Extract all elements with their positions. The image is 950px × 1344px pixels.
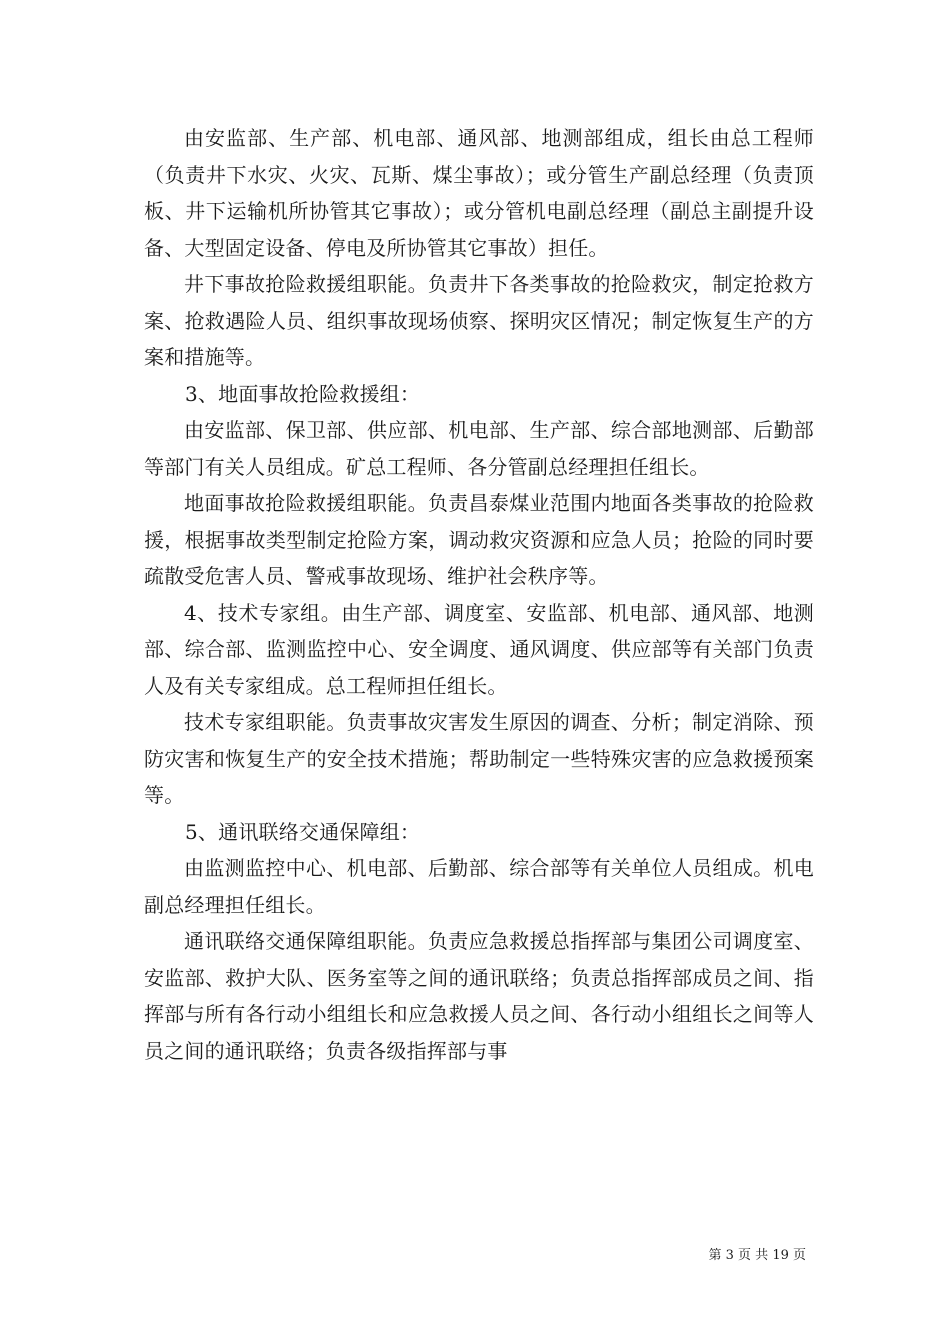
paragraph-2: 井下事故抢险救援组职能。负责井下各类事故的抢险救灾，制定抢救方案、抢救遇险人员、组织事故现场侦察、探明灾区情况；制定恢复生产的方案和措施等。 — [144, 272, 814, 369]
paragraph-9: 由监测监控中心、机电部、后勤部、综合部等有关单位人员组成。机电副总经理担任组长。 — [144, 856, 814, 917]
section-heading-3: 3、地面事故抢险救援组： — [185, 381, 421, 406]
section-heading-5: 5、通讯联络交通保障组： — [185, 819, 421, 844]
paragraph-4: 由安监部、保卫部、供应部、机电部、生产部、综合部地测部、后勤部等部门有关人员组成。矿总工程师、各分管副总经理担任组长。 — [144, 418, 814, 479]
paragraph-7: 技术专家组职能。负责事故灾害发生原因的调查、分析；制定消除、预防灾害和恢复生产的安全技术措施；帮助制定一些特殊灾害的应急救援预案等。 — [144, 710, 814, 807]
page-number: 第 3 页 共 19 页 — [708, 1248, 806, 1263]
paragraph-1: 由安监部、生产部、机电部、通风部、地测部组成，组长由总工程师（负责井下水灾、火灾、瓦斯、煤尘事故）；或分管生产副总经理（负责顶板、井下运输机所协管其它事故）；或分管机电副总经理（副总主副提升设备、大型固定设备、停电及所协管其它事故）担任。 — [144, 126, 814, 260]
page-footer — [0, 1244, 806, 1263]
document-body — [144, 120, 814, 1069]
paragraph-10: 通讯联络交通保障组职能。负责应急救援总指挥部与集团公司调度室、安监部、救护大队、医务室等之间的通讯联络；负责总指挥部成员之间、指挥部与所有各行动小组组长和应急救援人员之间、各行动小组组长之间等人员之间的通讯联络；负责各级指挥部与事 — [144, 929, 814, 1063]
paragraph-5: 地面事故抢险救援组职能。负责昌泰煤业范围内地面各类事故的抢险救援，根据事故类型制定抢险方案，调动救灾资源和应急人员；抢险的同时要疏散受危害人员、警戒事故现场、维护社会秩序等。 — [144, 491, 814, 588]
paragraph-6: 4、技术专家组。由生产部、调度室、安监部、机电部、通风部、地测部、综合部、监测监控中心、安全调度、通风调度、供应部等有关部门负责人及有关专家组成。总工程师担任组长。 — [144, 600, 814, 698]
